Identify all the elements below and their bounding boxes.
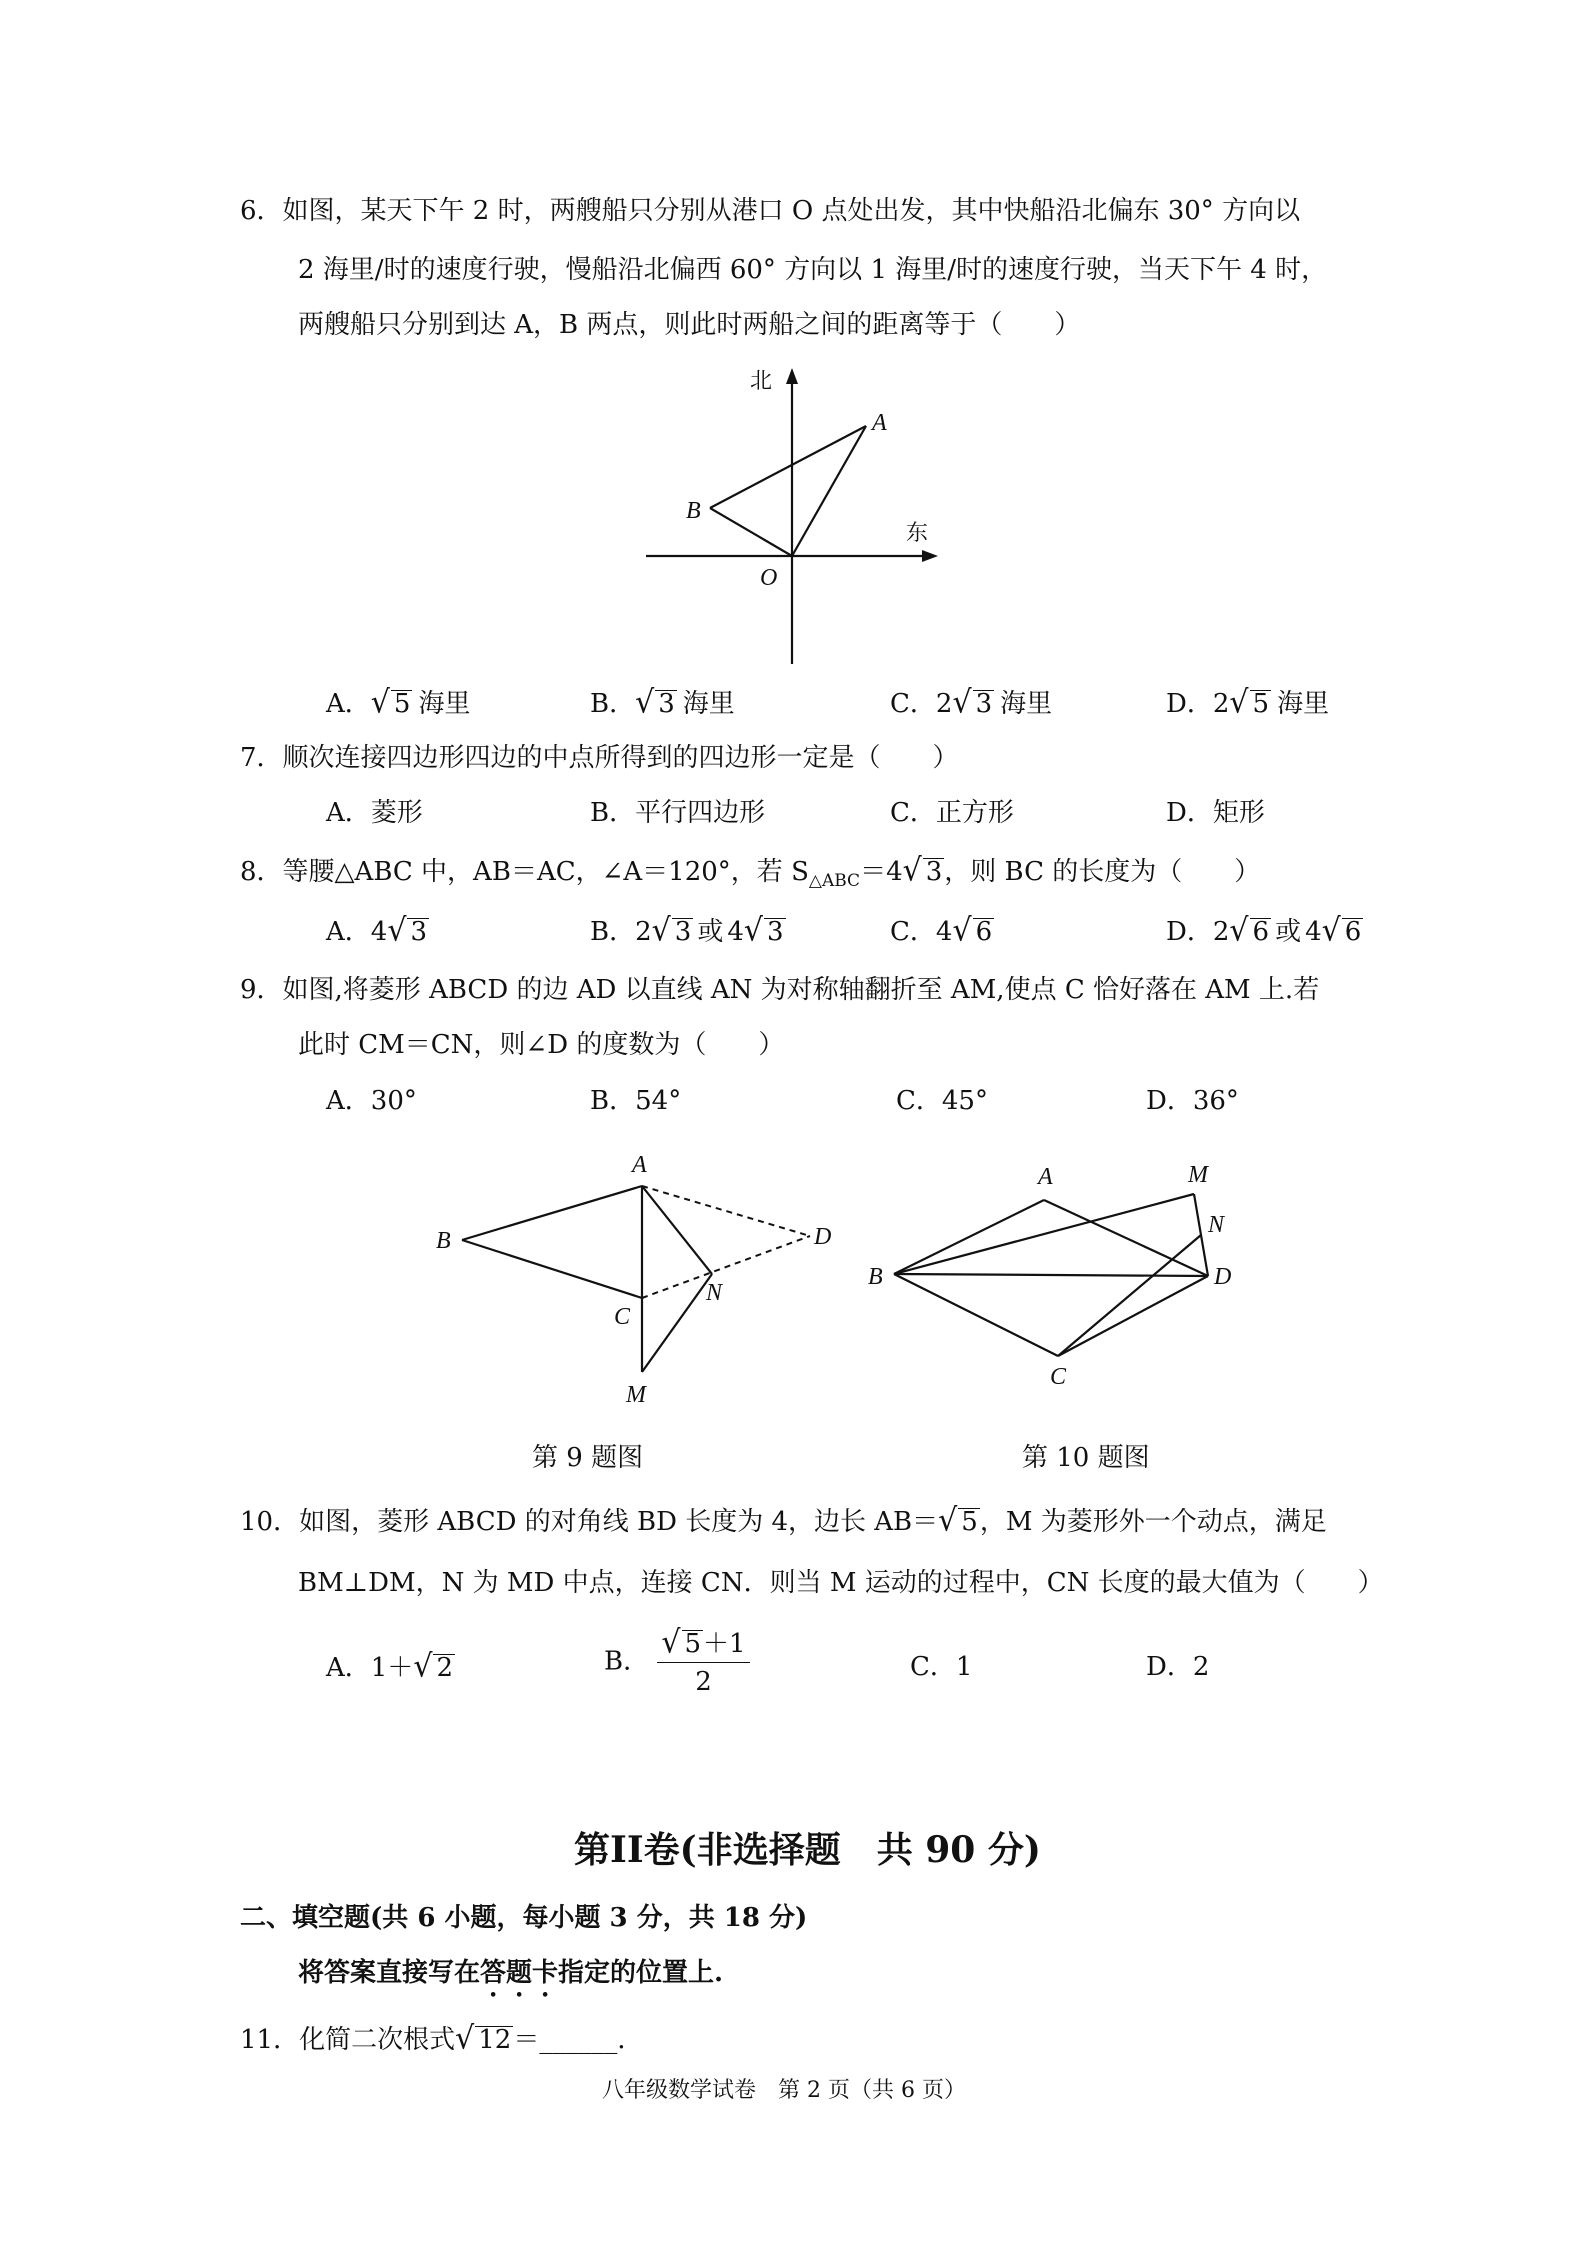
segment-BC [462,1240,642,1298]
q6-line2: 2 海里/时的速度行驶，慢船沿北偏西 60° 方向以 1 海里/时的速度行驶，当天下午 4 时， [298,255,1328,285]
q8-option-c: C．4√ 6 [890,912,993,949]
q6-option-d: D．2√ 5 海里 [1166,684,1330,721]
segment-BM [894,1194,1194,1274]
section-heading: 二、填空题(共 6 小题，每小题 3 分，共 18 分) [240,1903,808,1933]
q10-figure-caption: 第 10 题图 [1022,1443,1150,1473]
point-D: D [814,1224,832,1250]
point-D: D [1214,1264,1232,1290]
segment-DC [1058,1276,1208,1356]
q10-option-a: A．1＋√ 2 [326,1648,453,1685]
q10-option-b: B． $\frac{√ 5+1}{2}$ [604,1628,750,1695]
q7-option-c: C．正方形 [890,798,1014,828]
page-footer: 八年级数学试卷 第 2 页（共 6 页） [602,2078,966,2103]
segment-BA [894,1200,1044,1274]
q7-option-b: B．平行四边形 [590,798,766,828]
q8-option-d: D．2√ 6 或 4√ 6 [1166,912,1362,949]
q8-option-b: B．2√ 3 或 4√ 3 [590,912,784,949]
part2-title: 第II卷(非选择题 共 90 分) [574,1829,1041,1871]
q9-option-c: C．45° [896,1086,988,1116]
point-N: N [706,1280,723,1306]
q11-text: 11．化简二次根式√ 12＝______． [240,2020,644,2057]
east-arrow-icon [922,550,938,562]
point-C: C [614,1304,631,1330]
q6-option-a: A．√ 5 海里 [326,684,471,721]
point-O: O [760,565,778,591]
segment-BO [710,508,792,556]
q7-text: 7．顺次连接四边形四边的中点所得到的四边形一定是（ ） [240,743,959,773]
q9-figure [430,1150,850,1410]
point-B: B [868,1264,883,1290]
q6-option-c: C．2√ 3 海里 [890,684,1053,721]
point-A: A [632,1152,647,1178]
q10-figure [862,1150,1242,1400]
east-label: 东 [906,521,929,546]
point-B: B [686,498,701,524]
point-M: M [626,1382,646,1408]
fraction: $\frac{√ 5+1}{2}$ [657,1628,749,1695]
q9-figure-caption: 第 9 题图 [532,1443,644,1473]
q9-option-d: D．36° [1146,1086,1239,1116]
q7-option-a: A．菱形 [326,798,423,828]
north-arrow-icon [786,368,798,384]
segment-MN [642,1274,712,1372]
q9-option-a: A．30° [326,1086,417,1116]
segment-CD [642,1236,810,1298]
q10-line1: 10．如图，菱形 ABCD 的对角线 BD 长度为 4，边长 AB＝√ 5，M 为菱形外一个动点，满足 [240,1502,1327,1539]
q10-line2: BM⊥DM，N 为 MD 中点，连接 CN．则当 M 运动的过程中，CN 长度的最大值为（ ） [298,1568,1384,1598]
q6-option-b: B．√ 3 海里 [590,684,735,721]
q9-line2: 此时 CM＝CN，则∠D 的度数为（ ） [298,1030,785,1060]
q6-line3: 两艘船只分别到达 A，B 两点，则此时两船之间的距离等于（ ） [298,310,1081,340]
segment-CN [1058,1235,1201,1356]
section-instruction: 将答案直接写在答题卡指定的位置上. [298,1958,724,1988]
q8-option-a: A．4√ 3 [326,912,427,949]
segment-CB [894,1274,1058,1356]
q6-figure [640,360,960,670]
point-M: M [1188,1162,1208,1188]
q9-line1: 9．如图,将菱形 ABCD 的边 AD 以直线 AN 为对称轴翻折至 AM,使点 C 恰好落在 AM 上.若 [240,975,1320,1005]
q7-option-d: D．矩形 [1166,798,1265,828]
segment-AD [642,1186,810,1236]
north-label: 北 [750,369,773,394]
q10-option-d: D．2 [1146,1652,1210,1682]
point-A: A [872,410,887,436]
q8-text: 8．等腰△ABC 中，AB＝AC，∠A＝120°，若 $S_{\triangle ABC}=4√$ 3，则 BC 的长度为（ ） [240,852,1261,892]
point-C: C [1050,1364,1067,1390]
point-N: N [1208,1212,1225,1238]
segment-BA [462,1186,642,1240]
point-A: A [1038,1164,1053,1190]
q9-option-b: B．54° [590,1086,682,1116]
segment-AN [642,1186,712,1274]
segment-BD [894,1274,1208,1276]
q10-option-c: C．1 [910,1652,973,1682]
point-B: B [436,1228,451,1254]
q6-line1: 6．如图，某天下午 2 时，两艘船只分别从港口 O 点处出发，其中快船沿北偏东 30° 方向以 [240,196,1301,226]
